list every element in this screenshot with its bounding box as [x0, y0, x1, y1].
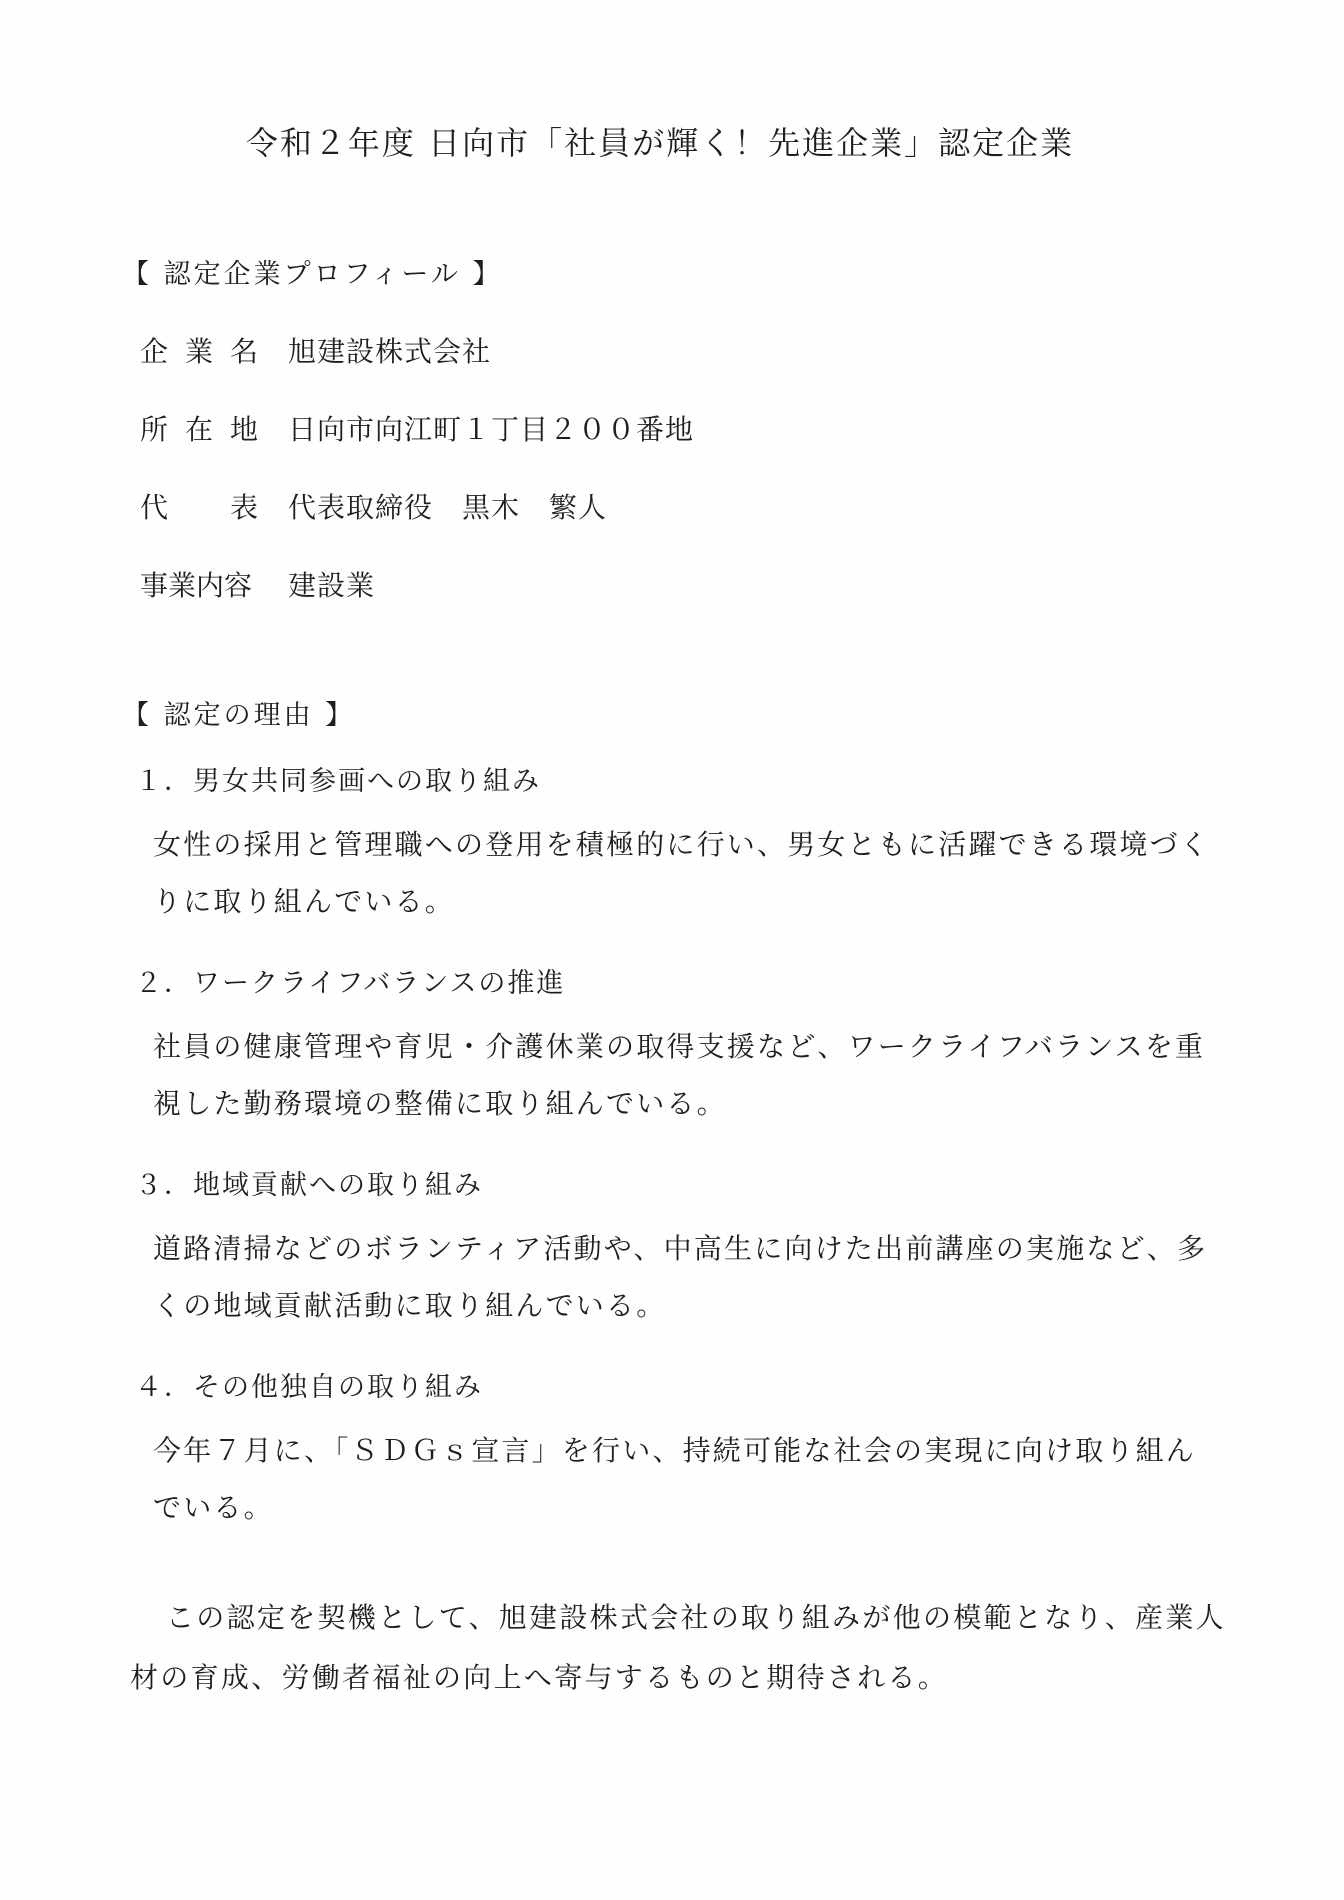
profile-value: 旭建設株式会社	[288, 335, 492, 368]
profile-label: 所在地	[140, 413, 258, 446]
profile-row-business	[140, 564, 375, 604]
profile-heading: 【 認定企業プロフィール 】	[122, 259, 503, 290]
profile-row-company-name	[140, 330, 491, 370]
profile-row-address	[140, 408, 694, 448]
reason-body: 道路清掃などのボランティア活動や、中高生に向けた出前講座の実施など、多くの地域貢献活動に取り組んでいる。	[153, 1232, 1208, 1322]
closing-paragraph: この認定を契機として、旭建設株式会社の取り組みが他の模範となり、産業人材の育成、労働者福祉の向上へ寄与するものと期待される。	[130, 1601, 1226, 1694]
reason-title: ２．ワークライフバランスの推進	[135, 968, 566, 999]
reason-item	[135, 762, 1225, 930]
reason-body: 今年７月に、「ＳＤＧｓ宣言」を行い、持続可能な社会の実現に向け取り組んでいる。	[153, 1434, 1197, 1524]
reasons-heading: 【 認定の理由 】	[122, 700, 356, 731]
reason-body: 社員の健康管理や育児・介護休業の取得支援など、ワークライフバランスを重視した勤務環境の整備に取り組んでいる。	[153, 1030, 1206, 1120]
profile-label: 事業内容	[140, 569, 253, 602]
profile-value: 建設業	[288, 569, 376, 602]
reason-title: ４．その他独自の取り組み	[135, 1372, 483, 1403]
reason-body: 女性の採用と管理職への登用を積極的に行い、男女ともに活躍できる環境づくりに取り組んでいる。	[153, 828, 1211, 918]
reason-item	[135, 964, 1225, 1132]
profile-label: 代表	[140, 491, 258, 524]
profile-value: 日向市向江町１丁目２００番地	[288, 413, 695, 446]
reason-title: ３．地域貢献への取り組み	[135, 1170, 483, 1201]
profile-row-representative	[140, 486, 607, 526]
document-title: 令和２年度 日向市「社員が輝く！先進企業」認定企業	[245, 124, 1075, 162]
reason-item	[135, 1368, 1225, 1536]
profile-value: 代表取締役 黒木 繁人	[288, 491, 608, 524]
reason-item	[135, 1166, 1225, 1334]
reason-title: １．男女共同参画への取り組み	[135, 766, 541, 797]
profile-label: 企業名	[140, 335, 258, 368]
